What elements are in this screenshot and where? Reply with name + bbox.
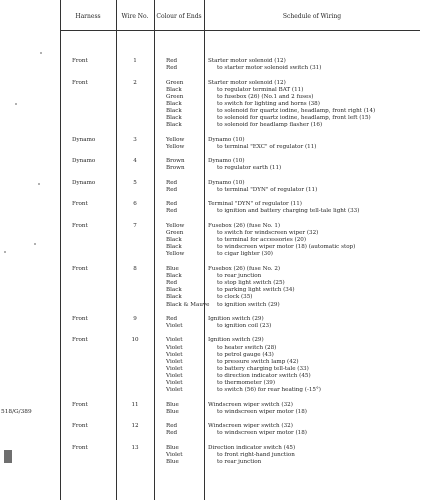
- harness-cell: Dynamo: [72, 136, 96, 143]
- schedule-source: Ignition switch (29): [208, 315, 264, 322]
- schedule-destination: to terminal "EXC" of regulator (11): [217, 143, 317, 150]
- colour-cell: [166, 158, 185, 172]
- schedule-cell: [208, 402, 421, 416]
- schedule-destination: to rear junction: [217, 272, 262, 279]
- harness-cell: Front: [72, 337, 88, 344]
- schedule-destination: to terminal for accessories (20): [217, 237, 307, 244]
- schedule-source: Windscreen wiper switch (32): [208, 423, 293, 430]
- schedule-destination: to terminal "DYN" of regulator (11): [217, 186, 318, 193]
- colour-entry: Violet: [166, 358, 183, 365]
- header-wire-no: Wire No.: [121, 13, 149, 20]
- schedule-destination: to regulator terminal BAT (11): [217, 86, 304, 93]
- table-row: [0, 423, 421, 437]
- harness-cell: Front: [72, 201, 88, 208]
- colour-entry: Black: [166, 272, 182, 279]
- schedule-destination: to windscreen wiper motor (18): [217, 408, 307, 415]
- colour-entry: Violet: [166, 366, 183, 372]
- colour-entry: Black: [166, 237, 182, 244]
- schedule-source: Starter motor solenoid (12): [208, 79, 286, 86]
- colour-entry: Violet: [166, 323, 183, 330]
- schedule-destination: to front right-hand junction: [217, 451, 295, 458]
- scan-speck: [38, 183, 40, 185]
- colour-entry: Brown: [166, 158, 185, 165]
- colour-entry: Violet: [166, 373, 183, 380]
- scan-speck: [15, 103, 17, 105]
- schedule-destination: to switch for windscreen wiper (32): [217, 229, 319, 236]
- schedule-source: Dynamo (10): [208, 158, 245, 165]
- wire-number-cell: 13: [131, 444, 139, 451]
- colour-cell: [166, 180, 177, 194]
- schedule-cell: [208, 201, 421, 215]
- colour-cell: [166, 201, 177, 215]
- colour-entry: Violet: [166, 387, 183, 394]
- colour-entry: Black: [166, 108, 182, 115]
- colour-entry: Red: [166, 315, 178, 322]
- wire-number-cell: 9: [133, 315, 137, 322]
- schedule-cell: [208, 137, 421, 151]
- table-row: [0, 316, 421, 330]
- schedule-source: Direction indicator switch (45): [208, 444, 296, 451]
- schedule-cell: [208, 80, 421, 130]
- schedule-destination: to solenoid for headlamp flasher (16): [217, 122, 323, 129]
- figure-reference: 518/G/389: [1, 409, 32, 415]
- colour-entry: Red: [166, 186, 178, 193]
- schedule-source: Starter motor solenoid (12): [208, 58, 286, 64]
- schedule-cell: [208, 316, 421, 330]
- colour-entry: Black: [166, 100, 182, 107]
- colour-entry: Blue: [166, 459, 179, 466]
- schedule-destination: to stop light switch (25): [217, 280, 285, 287]
- colour-entry: Blue: [166, 401, 179, 408]
- harness-cell: Dynamo: [72, 158, 96, 165]
- wiring-table-body: [0, 30, 421, 473]
- table-row: [0, 158, 421, 172]
- colour-entry: Violet: [166, 337, 183, 344]
- schedule-cell: [208, 337, 421, 394]
- schedule-source: Ignition switch (29): [208, 337, 264, 344]
- harness-cell: Dynamo: [72, 179, 96, 186]
- schedule-cell: [208, 180, 421, 194]
- schedule-destination: to ignition and battery charging tell-tale light (33): [217, 208, 360, 215]
- wire-number-cell: 4: [133, 158, 137, 165]
- wire-number-cell: 10: [131, 337, 139, 344]
- colour-entry: Black: [166, 244, 182, 251]
- schedule-source: Fusebox (26) (fuse No. 1): [208, 222, 281, 229]
- schedule-source: Dynamo (10): [208, 136, 245, 143]
- colour-cell: [166, 402, 179, 416]
- colour-entry: Blue: [166, 408, 179, 415]
- colour-entry: Green: [166, 79, 184, 86]
- colour-entry: Black: [166, 294, 182, 301]
- colour-entry: Red: [166, 179, 178, 186]
- schedule-destination: to ignition coil (23): [217, 323, 272, 330]
- schedule-destination: to solenoid for quartz iodine, headlamp, front right (14): [217, 108, 376, 115]
- schedule-destination: to windscreen wiper motor (18): [217, 430, 307, 437]
- schedule-cell: [208, 223, 421, 259]
- harness-cell: Front: [72, 58, 88, 64]
- wire-number-cell: 7: [133, 222, 137, 229]
- wire-number-cell: 1: [133, 58, 137, 64]
- colour-entry: Black: [166, 122, 182, 129]
- schedule-destination: to cigar lighter (30): [217, 251, 273, 258]
- colour-cell: [166, 80, 183, 130]
- harness-cell: Front: [72, 222, 88, 229]
- colour-entry: Red: [166, 201, 178, 208]
- colour-entry: Violet: [166, 380, 183, 387]
- schedule-source: Terminal "DYN" of regulator (11): [208, 201, 302, 208]
- schedule-destination: to pressure switch lamp (42): [217, 358, 299, 365]
- table-row: [0, 266, 421, 309]
- schedule-source: Dynamo (10): [208, 179, 245, 186]
- table-row: [0, 80, 421, 130]
- colour-entry: Violet: [166, 451, 183, 458]
- schedule-cell: [208, 58, 421, 72]
- colour-entry: Blue: [166, 444, 179, 451]
- colour-entry: Red: [166, 423, 178, 430]
- table-row: [0, 137, 421, 151]
- colour-entry: Black & Mauve: [166, 301, 210, 308]
- colour-entry: Yellow: [166, 136, 185, 143]
- table-row: [0, 445, 421, 466]
- colour-entry: Black: [166, 115, 182, 122]
- wire-number-cell: 11: [131, 401, 139, 408]
- colour-entry: Red: [166, 208, 178, 215]
- colour-entry: Violet: [166, 344, 183, 351]
- colour-cell: [166, 316, 182, 330]
- schedule-destination: to direction indicator switch (45): [217, 373, 311, 380]
- table-row: [0, 58, 421, 72]
- schedule-destination: to fusebox (26) (No.1 and 2 fuses): [217, 93, 314, 100]
- schedule-destination: to starter motor solenoid switch (31): [217, 65, 322, 72]
- schedule-destination: to heater switch (28): [217, 344, 277, 351]
- schedule-destination: to thermometer (39): [217, 380, 276, 387]
- header-harness: Harness: [75, 13, 101, 20]
- schedule-destination: to ignition switch (29): [217, 301, 280, 308]
- schedule-destination: to petrol gauge (43): [217, 351, 274, 358]
- header-colour: Colour of Ends: [156, 13, 202, 20]
- wire-number-cell: 8: [133, 265, 137, 272]
- scan-mark: [4, 450, 12, 463]
- table-row: [0, 337, 421, 394]
- table-row: [0, 223, 421, 259]
- table-row: [0, 201, 421, 215]
- schedule-destination: to regulator earth (11): [217, 165, 282, 172]
- colour-entry: Red: [166, 65, 178, 72]
- colour-entry: Red: [166, 58, 178, 64]
- colour-cell: [166, 223, 184, 259]
- scan-speck: [34, 243, 36, 245]
- colour-entry: Green: [166, 93, 184, 100]
- schedule-cell: [208, 266, 421, 309]
- schedule-source: Windscreen wiper switch (32): [208, 401, 293, 408]
- scan-speck: [40, 52, 42, 54]
- table-row: [0, 180, 421, 194]
- schedule-cell: [208, 158, 421, 172]
- colour-entry: Yellow: [166, 143, 185, 150]
- schedule-destination: to battery charging tell-tale (33): [217, 366, 309, 372]
- colour-cell: [166, 137, 184, 151]
- schedule-destination: to rear junction: [217, 459, 262, 466]
- colour-entry: Black: [166, 287, 182, 294]
- wire-number-cell: 3: [133, 136, 137, 143]
- header-schedule: Schedule of Wiring: [282, 13, 342, 20]
- schedule-destination: to windscreen wiper motor (18) (automatic stop): [217, 244, 356, 251]
- scan-speck: [4, 251, 6, 253]
- colour-cell: [166, 423, 177, 437]
- table-row: [0, 402, 421, 416]
- colour-entry: Red: [166, 430, 178, 437]
- wire-number-cell: 2: [133, 79, 137, 86]
- schedule-destination: to solenoid for quartz iodine, headlamp, front left (15): [217, 115, 371, 122]
- colour-entry: Yellow: [166, 251, 185, 258]
- schedule-destination: to parking light switch (34): [217, 287, 295, 294]
- colour-cell: [166, 58, 177, 72]
- harness-cell: Front: [72, 444, 88, 451]
- schedule-cell: [208, 445, 421, 466]
- wire-number-cell: 12: [131, 423, 139, 430]
- schedule-destination: to clock (35): [217, 294, 253, 301]
- schedule-destination: to switch (56) for rear heating (-15°): [217, 387, 321, 394]
- colour-entry: Violet: [166, 351, 183, 358]
- colour-entry: Red: [166, 280, 178, 287]
- schedule-source: Fusebox (26) (fuse No. 2): [208, 265, 281, 272]
- colour-entry: Yellow: [166, 222, 185, 229]
- colour-cell: [166, 266, 209, 309]
- colour-cell: [166, 445, 182, 466]
- harness-cell: Front: [72, 79, 88, 86]
- schedule-cell: [208, 423, 421, 437]
- harness-cell: Front: [72, 265, 88, 272]
- colour-entry: Black: [166, 86, 182, 93]
- wire-number-cell: 6: [133, 201, 137, 208]
- schedule-destination: to switch for lighting and horns (38): [217, 100, 320, 107]
- harness-cell: Front: [72, 315, 88, 322]
- colour-cell: [166, 337, 182, 394]
- wire-number-cell: 5: [133, 179, 137, 186]
- colour-entry: Green: [166, 229, 184, 236]
- colour-entry: Blue: [166, 265, 179, 272]
- colour-entry: Brown: [166, 165, 185, 172]
- harness-cell: Front: [72, 423, 88, 430]
- harness-cell: Front: [72, 401, 88, 408]
